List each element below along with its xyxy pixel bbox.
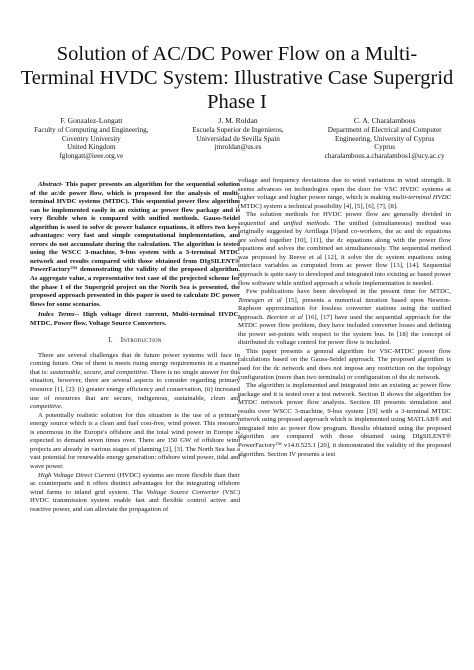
paragraph-text: multi-terminal HVDC <box>392 194 452 202</box>
index-terms <box>30 311 240 328</box>
author-name: J. M. Roldan <box>218 116 258 125</box>
author-name: F. Gonzalez-Longatt <box>60 116 123 125</box>
body-paragraph <box>30 352 240 412</box>
paragraph-text: clean <box>210 394 226 402</box>
paragraph-text: High Voltage Direct Current <box>38 471 116 479</box>
paragraph-text: A potentially realistic solution for this situation is the use of a primary energy source which is a clean and fuel cost-free, wind power. This resource is enormous in the Europe's offshore and the total wind power in Europe is expected to demand seven times over. There are 150 GW of offshore wind projects are already in various stages of planning [2], [3]. The North Sea has a vast potential for renewable energy generation: offshore wind power, tidal and wave power. <box>30 411 240 470</box>
body-paragraph <box>30 412 240 472</box>
paragraph-text: . <box>60 403 63 411</box>
author-email: fglongatt@ieee.org.ve <box>59 152 124 161</box>
author-email: jmroldan@us.es <box>214 143 262 152</box>
body-paragraph <box>30 472 240 515</box>
author-3 <box>311 117 458 161</box>
paragraph-text: and <box>225 394 240 402</box>
paragraph-text: competitive <box>30 403 61 411</box>
section-heading <box>30 337 240 346</box>
author-affiliation-line: Faculty of Computing and Engineering, <box>34 125 149 134</box>
paragraph-text: (HVDC) systems are more flexible than their ac counterparts and it offers distinct advantages for the integrating offshore wind farms to inland grid system. The <box>30 471 240 496</box>
paragraph-text: Voltage Source Converter <box>146 488 220 496</box>
index-terms-text: -- High voltage direct current, Multi-terminal HVDC, MTDC, Power flow, Voltage Source Converters. <box>30 311 241 327</box>
paragraph-text: The algorithm is implemented and integrated into an existing ac power flow package and it is tested over a test network. Section II shows the algorithm for MTDC network power flow analysis. Section III presents simulation and results over WSCC 3-machine, 9-bus system [19] with a 3-terminal MTDC network using proposed approach which is implemented using MATLAB® and integrated into ac power flow program. Results obtained using the proposed algorithm are compared with those obtained using DIgSILENT® PowerFactory™ v14.0.525.1 [20], it demonstrated the validity of the proposed algorithm. Section IV presents a test <box>238 382 451 458</box>
author-affiliation-line: Escuela Superior de Ingenieros, <box>192 125 284 134</box>
paragraph-text: . The unified (simultaneous) method was originally suggested by Arrillaga [9]and co-workers, the ac and dc equations are solved together [10], [11], the dc equations along with the power flow equations and solves the combined set simultaneously. The sequential method was proposed by Reeve et al [12], it solve the dc system equations using interface variables as computed from ac power flow [13], [14]. Sequential approach is quite easy to developed and integrated into existing ac based power flow software while unified approach a whole implementation is needed. <box>238 219 451 287</box>
paragraph-text: voltage and frequency deviations due to wind variations in wind strength. It seems advances on technologies open the door for VSC HVDC systems at higher voltage and higher power range, which is making <box>238 177 451 202</box>
paragraph-text: sustainable, secure, and competitive <box>49 368 148 376</box>
body-paragraph <box>238 382 451 459</box>
body-paragraph <box>238 288 451 348</box>
right-body-text <box>238 177 451 459</box>
author-affiliation-line: United Kingdom <box>67 143 116 152</box>
paragraph-text: sequential <box>238 219 266 227</box>
body-paragraph <box>238 348 451 382</box>
author-affiliation-line: Universidad de Sevilla Spain <box>196 134 280 143</box>
right-column <box>238 177 451 459</box>
paragraph-text: This paper presents a general algorithm for VSC-MTDC power flow calculations based on the Gauss-Seidel approach. The proposed algorithm is used for the dc network and does not impose any restriction on the topology configuration (more than two terminals) or configuration of the dc network. <box>238 347 451 381</box>
paragraph-text: (VSC) HVDC transmission system enable fast and flexible control active and reactive power, and can alleviate the propagation of <box>30 488 240 513</box>
left-column <box>30 181 240 514</box>
author-affiliation-line: Engineering, University of Cyprus <box>334 134 435 143</box>
left-body-text <box>30 352 240 514</box>
abstract-lead: Abstract <box>38 181 62 188</box>
author-name: C. A. Charalambous <box>353 116 416 125</box>
index-terms-lead: Index Terms <box>38 311 75 319</box>
paragraph-text: . There is no single answer for this situation, however, there are several aspects to consider regarding primary resource [1], [2]: (i) greater energy efficiency and conservation, (ii) increased use of resources that are secure, indigenous, sustainable, <box>30 368 241 402</box>
paragraph-text: [15], presents a numerical iteration based upon Newton-Raphson approximation for lossless converter stations using the unified approach. <box>238 296 451 321</box>
paragraph-text: [16], [17] have used the sequential approach for the MTDC power flow problem, they have included converter losses and defining the power set-points with respect to the system bus. In [18] the concept of distributed dc voltage control for power flow is included. <box>238 313 451 347</box>
abstract <box>30 181 240 309</box>
author-affiliation-line: Coventry University <box>61 134 121 143</box>
paragraph-text: and <box>265 219 284 227</box>
author-affiliation-line: Cyprus <box>374 143 396 152</box>
author-2 <box>165 117 312 161</box>
paragraph-text: Beerten et al <box>266 313 303 321</box>
paragraph-text: The solution methods for HVDC power flow are generally divided in <box>246 211 451 219</box>
section-number: I. <box>108 337 113 345</box>
author-block <box>18 117 458 161</box>
paragraph-text: Temesgen et al <box>238 296 282 304</box>
paragraph-text: There are several challenges that de future power systems will face in coming future. One of them is meets rising energy requirements in a manner that is: <box>30 351 240 376</box>
paragraph-text: (MTDC) system a technical possibility [4], [5], [6], [7], [8]. <box>238 202 398 210</box>
author-affiliation-line: Department of Electrical and Computer <box>327 125 442 134</box>
author-1 <box>18 117 165 161</box>
abstract-text: - This paper presents an algorithm for the sequential solution of the ac/dc power flow, which is proposed for the analysis of multi-terminal HVDC systems (MTDC). This sequential power flow algorithm can be implemented easily in an existing ac power flow package and is very flexible when is compared with unified methods. Gauss-Seidel algorithm is used to solve dc power balance equations, it offers two keys advantages: very fast and simple computational implementation, and errors do not accumulate during the calculation. The algorithm is tested using the WSCC 3-machine, 9-bus system with a 3-terminal MTDC network and results compared with those obtained from DIgSILENT® PowerFactory™ demonstrating the validity of the proposed algorithm. As aggregate value, a representative test case of the projected scheme for the phase I of the Supergrid project on the North Sea is presented, the proposed approach presented in this paper is used to calculate DC power flows for some scenarios. <box>30 181 240 308</box>
body-paragraph <box>238 211 451 288</box>
body-paragraph <box>238 177 451 211</box>
author-email: charalambous.a.charalambos1@ucy.ac.cy <box>324 152 445 161</box>
paper-title: Solution of AC/DC Power Flow on a Multi-Terminal HVDC System: Illustrative Case Supergrid Phase I <box>20 43 454 113</box>
section-title: Introduction <box>120 337 162 345</box>
paragraph-text: Few publications have been developed in the present time for MTDC, <box>246 288 451 296</box>
paragraph-text: unified methods <box>283 219 329 227</box>
